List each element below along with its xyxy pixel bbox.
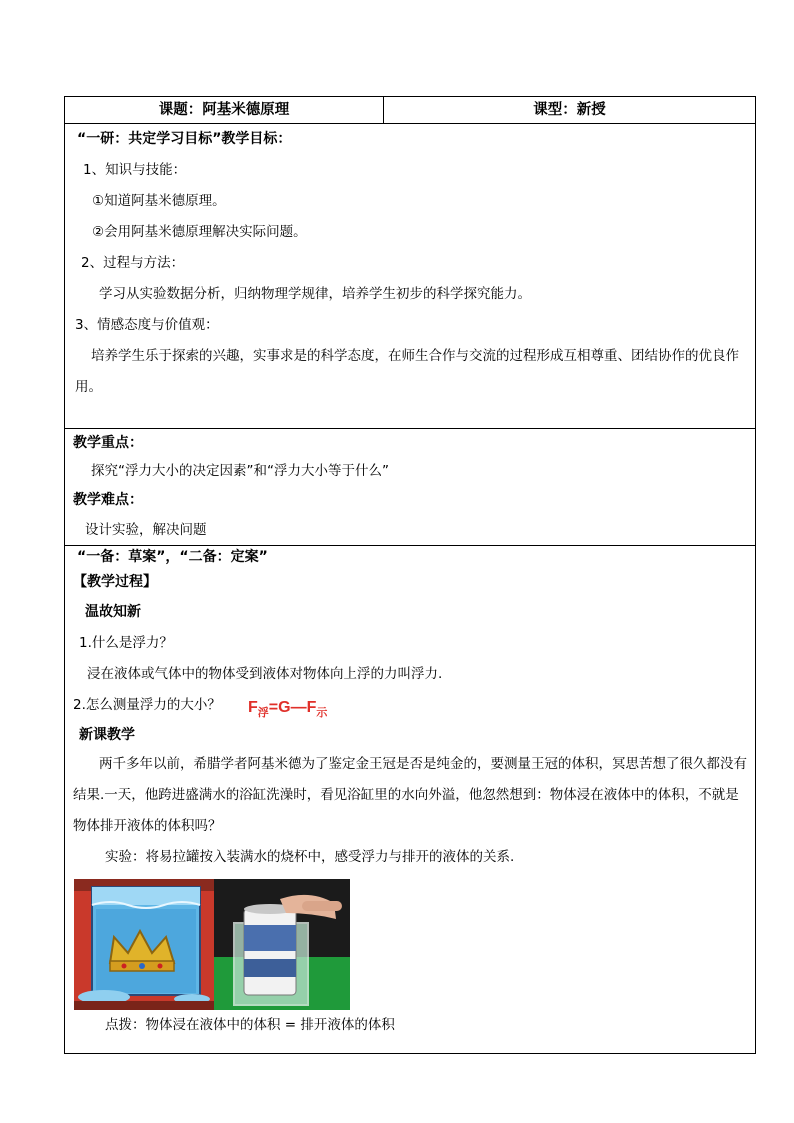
tip-text: 点拨：物体浸在液体中的体积 = 排开液体的体积 [105,1017,395,1033]
process-method-title: 2、过程与方法： [81,255,185,271]
draft-heading: “一备：草案”，“二备：定案” [77,549,268,565]
objectives-cell [65,124,756,429]
question-2: 2.怎么测量浮力的大小？ [73,697,221,713]
objectives-heading: “一研：共定学习目标”教学目标： [77,131,292,147]
knowledge-item-2: ②会用阿基米德原理解决实际问题。 [92,224,307,240]
experiment-text: 实验：将易拉罐按入装满水的烧杯中，感受浮力与排开的液体的关系. [105,849,515,865]
buoyancy-formula: $F_浮=G—F_示$ [248,699,328,720]
key-point-title: 教学重点： [73,435,143,451]
lesson-type-cell: 课型：新授 [384,97,756,124]
focus-cell [65,429,756,546]
crown-in-water-image [74,879,214,1010]
teaching-process-title: 【教学过程】 [73,574,157,590]
header-row [65,97,756,124]
emotion-text: 培养学生乐于探索的兴趣，实事求是的科学态度，在师生合作与交流的过程形成互相尊重、团结协作的优良作用。 [75,348,739,395]
topic-cell: 课题：阿基米德原理 [65,97,384,124]
focus-row [65,429,756,546]
question-2-line [65,690,755,721]
difficulty-title: 教学难点： [73,492,143,508]
review-title: 温故知新 [85,604,141,620]
experiment-photos [74,879,350,1011]
key-point-text: 探究“浮力大小的决定因素”和“浮力大小等于什么” [91,463,389,479]
knowledge-title: 1、知识与技能： [83,162,187,178]
can-in-beaker-image [214,879,350,1010]
process-cell [65,546,756,1054]
lesson-plan-table [64,96,756,1054]
answer-1: 浸在液体或气体中的物体受到液体对物体向上浮的力叫浮力. [87,666,443,682]
process-row [65,546,756,1054]
difficulty-text: 设计实验，解决问题 [85,522,207,538]
emotion-title: 3、情感态度与价值观： [75,317,219,333]
objectives-row [65,124,756,429]
question-1: 1.什么是浮力？ [79,635,173,651]
knowledge-item-1: ①知道阿基米德原理。 [92,193,226,209]
new-lesson-title: 新课教学 [79,727,135,743]
archimedes-story: 两千多年以前，希腊学者阿基米德为了鉴定金王冠是否是纯金的，要测量王冠的体积，冥思苦想了很久都没有结果.一天，他跨进盛满水的浴缸洗澡时，看见浴缸里的水向外溢，他忽然想到：物体浸在液体中的体积，不就是物体排开液体的体积吗？ [73,756,747,834]
process-method-text: 学习从实验数据分析，归纳物理学规律，培养学生初步的科学探究能力。 [99,286,531,302]
